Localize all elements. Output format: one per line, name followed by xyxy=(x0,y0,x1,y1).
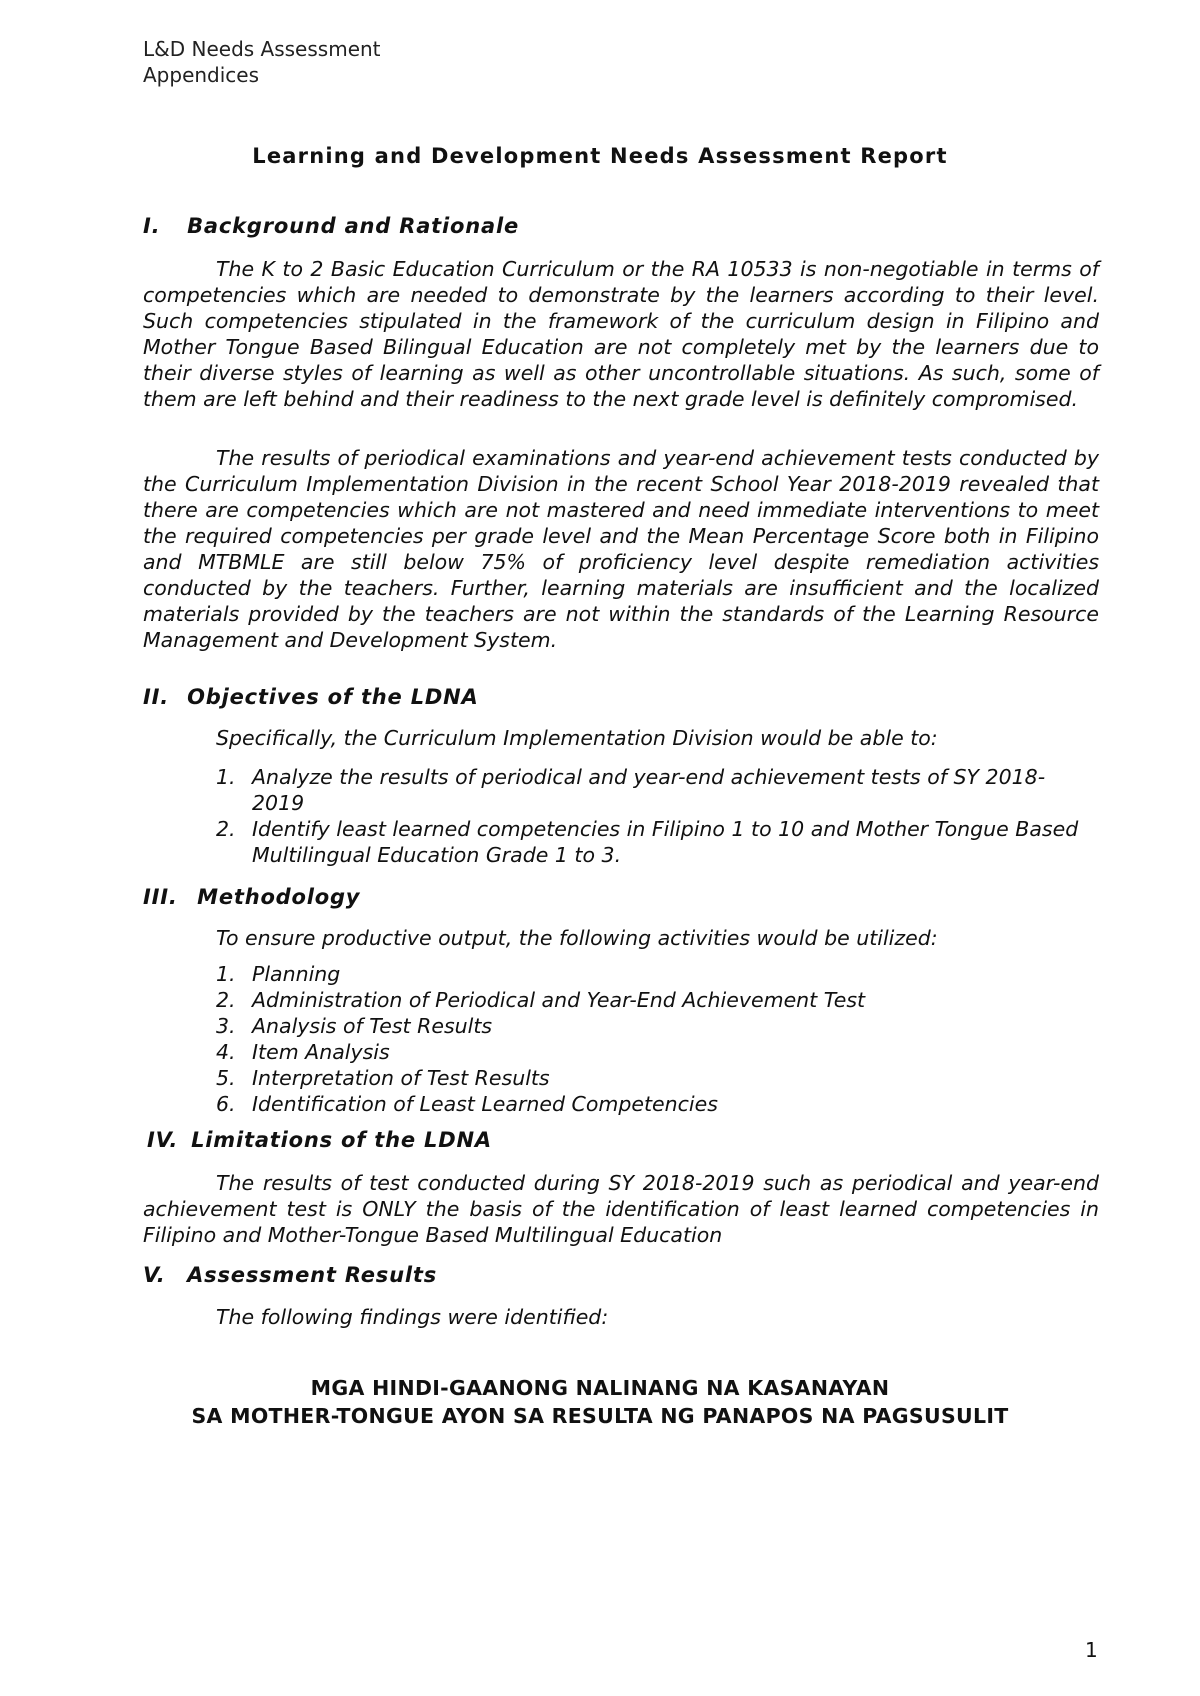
header-line-1: L&D Needs Assessment xyxy=(143,37,381,61)
section-5-title: Assessment Results xyxy=(187,1263,437,1287)
section-3-number: III. xyxy=(143,885,178,909)
section-1-heading xyxy=(143,214,519,238)
results-subtitle xyxy=(0,1374,1200,1430)
section-1-title: Background and Rationale xyxy=(187,214,520,238)
methodology-list xyxy=(216,961,1096,1117)
section-3-lead: To ensure productive output, the following activities would be utilized: xyxy=(216,926,938,950)
section-4-paragraph: The results of test conducted during SY 2018-2019 such as periodical and year-end achievement test is ONLY the basis of the identification of least learned competencies in Filipino and Mother-Tongue Based Multilingual Education xyxy=(143,1171,1099,1247)
document-title: Learning and Development Needs Assessment Report xyxy=(252,144,948,168)
objectives-list xyxy=(216,764,1096,868)
list-item: 6. Identification of Least Learned Competencies xyxy=(216,1092,718,1116)
page-number: 1 xyxy=(1085,1638,1098,1662)
section-5-number: V. xyxy=(143,1263,166,1287)
section-4-heading xyxy=(147,1128,492,1152)
section-4-title: Limitations of the LDNA xyxy=(191,1128,492,1152)
list-item: 1. Planning xyxy=(216,962,341,986)
list-item: 2. Identify least learned competencies in Filipino 1 to 10 and Mother Tongue Based Multilingual Education Grade 1 to 3. xyxy=(216,817,1079,867)
section-1-paragraph-2: The results of periodical examinations and year-end achievement tests conducted by the Curriculum Implementation Division in the recent School Year 2018-2019 revealed that there are competencies which are not mastered and need immediate interventions to meet the required competencies per grade level and the Mean Percentage Score both in Filipino and MTBMLE are still below 75% of proficiency level despite remediation activities conducted by the teachers. Further, learning materials are insufficient and the localized materials provided by the teachers are not within the standards of the Learning Resource Management and Development System. xyxy=(143,446,1099,652)
header-line-2: Appendices xyxy=(143,63,260,87)
section-5-lead: The following findings were identified: xyxy=(216,1305,609,1329)
list-item: 3. Analysis of Test Results xyxy=(216,1014,493,1038)
section-3-heading xyxy=(143,885,360,909)
section-2-title: Objectives of the LDNA xyxy=(187,685,479,709)
list-item: 1. Analyze the results of periodical and year-end achievement tests of SY 2018-2019 xyxy=(216,765,1046,815)
section-1-paragraph-1: The K to 2 Basic Education Curriculum or the RA 10533 is non-negotiable in terms of competencies which are needed to demonstrate by the learners according to their level. Such competencies stipulated in the framework of the curriculum design in Filipino and Mother Tongue Based Bilingual Education are not completely met by the learners due to their diverse styles of learning as well as other uncontrollable situations. As such, some of them are left behind and their readiness to the next grade level is definitely compromised. xyxy=(143,257,1099,411)
list-item: 4. Item Analysis xyxy=(216,1040,390,1064)
page-header xyxy=(143,36,381,88)
list-item: 5. Interpretation of Test Results xyxy=(216,1066,550,1090)
section-5-heading xyxy=(143,1263,437,1287)
section-3-title: Methodology xyxy=(197,885,361,909)
section-2-lead: Specifically, the Curriculum Implementation Division would be able to: xyxy=(216,726,938,750)
list-item: 2. Administration of Periodical and Year-End Achievement Test xyxy=(216,988,866,1012)
results-subtitle-line-2: SA MOTHER-TONGUE AYON SA RESULTA NG PANAPOS NA PAGSUSULIT xyxy=(191,1404,1009,1428)
results-subtitle-line-1: MGA HINDI-GAANONG NALINANG NA KASANAYAN xyxy=(310,1376,890,1400)
section-2-heading xyxy=(143,685,479,709)
section-1-number: I. xyxy=(143,214,161,238)
section-2-number: II. xyxy=(143,685,170,709)
section-4-number: IV. xyxy=(147,1128,179,1152)
